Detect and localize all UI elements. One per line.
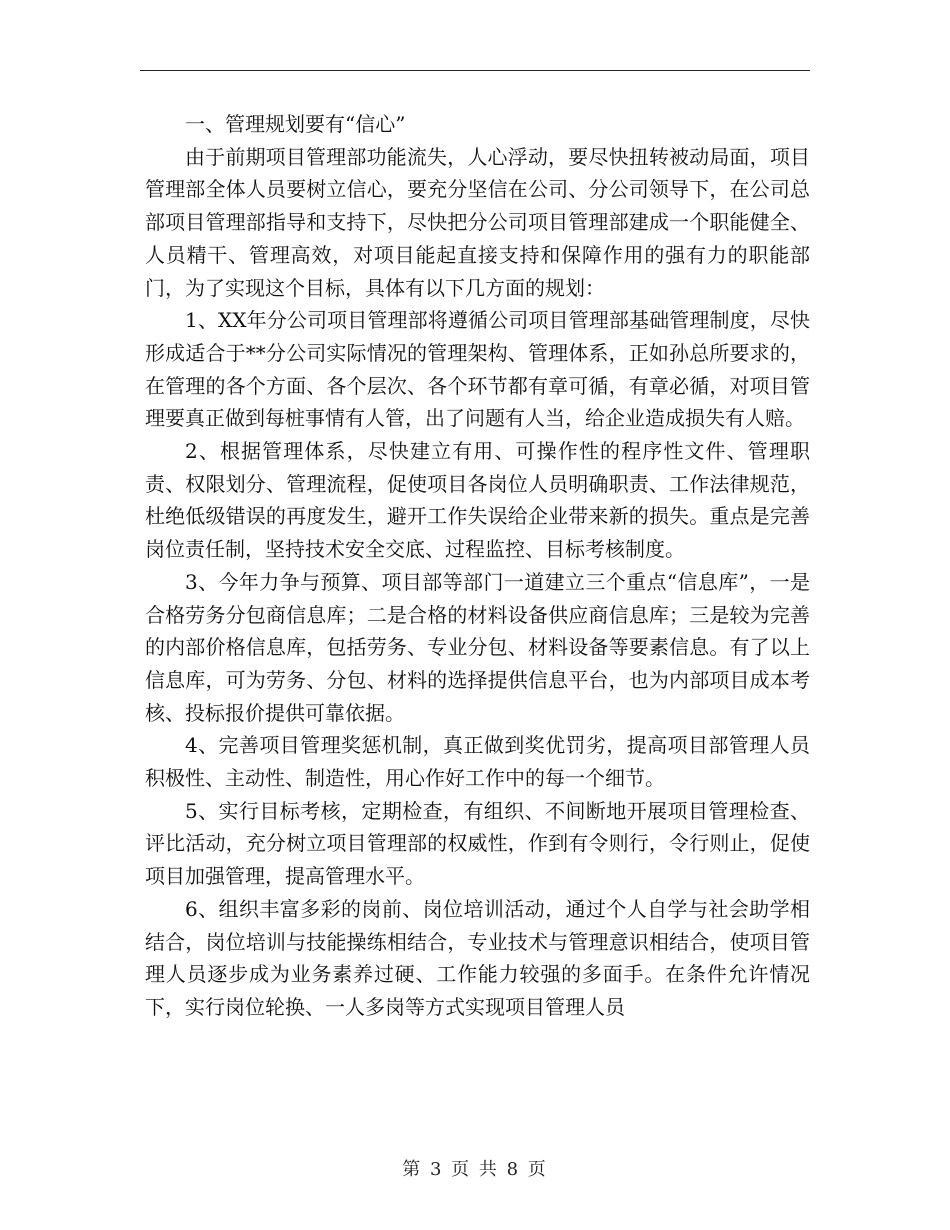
document-body [145, 108, 810, 1024]
page-footer: 第 3 页 共 8 页 [402, 1159, 548, 1180]
paragraph-item-4: 4、完善项目管理奖惩机制，真正做到奖优罚劣，提高项目部管理人员积极性、主动性、制造性，用心作好工作中的每一个细节。 [145, 733, 810, 791]
paragraph-item-1: 1、XX年分公司项目管理部将遵循公司项目管理部基础管理制度，尽快形成适合于**分公司实际情况的管理架构、管理体系，正如孙总所要求的，在管理的各个方面、各个层次、各个环节都有章可循，有章必循，对项目管理要真正做到每桩事情有人管，出了问题有人当，给企业造成损失有人赔。 [145, 308, 810, 431]
paragraph-item-2: 2、根据管理体系，尽快建立有用、可操作性的程序性文件、管理职责、权限划分、管理流程，促使项目各岗位人员明确职责、工作法律规范，杜绝低级错误的再度发生，避开工作失误给企业带来新的损失。重点是完善岗位责任制，坚持技术安全交底、过程监控、目标考核制度。 [145, 439, 810, 562]
paragraph-item-5: 5、实行目标考核，定期检查，有组织、不间断地开展项目管理检查、评比活动，充分树立项目管理部的权威性，作到有令则行，令行则止，促使项目加强管理，提高管理水平。 [145, 798, 810, 889]
paragraph-item-6: 6、组织丰富多彩的岗前、岗位培训活动，通过个人自学与社会助学相结合，岗位培训与技能操练相结合，专业技术与管理意识相结合，使项目管理人员逐步成为业务素养过硬、工作能力较强的多面手。在条件允许情况下，实行岗位轮换、一人多岗等方式实现项目管理人员 [145, 896, 810, 1019]
paragraph-intro: 由于前期项目管理部功能流失，人心浮动，要尽快扭转被动局面，项目管理部全体人员要树立信心，要充分坚信在公司、分公司领导下，在公司总部项目管理部指导和支持下，尽快把分公司项目管理部建成一个职能健全、人员精干、管理高效，对项目能起直接支持和保障作用的强有力的职能部门，为了实现这个目标，具体有以下几方面的规划： [145, 144, 810, 300]
section-heading: 一、管理规划要有“信心” [185, 112, 406, 136]
paragraph-item-3: 3、今年力争与预算、项目部等部门一道建立三个重点“信息库”，一是合格劳务分包商信息库；二是合格的材料设备供应商信息库；三是较为完善的内部价格信息库，包括劳务、专业分包、材料设备等要素信息。有了以上信息库，可为劳务、分包、材料的选择提供信息平台，也为内部项目成本考核、投标报价提供可靠依据。 [145, 569, 810, 725]
header-rule [140, 70, 810, 71]
